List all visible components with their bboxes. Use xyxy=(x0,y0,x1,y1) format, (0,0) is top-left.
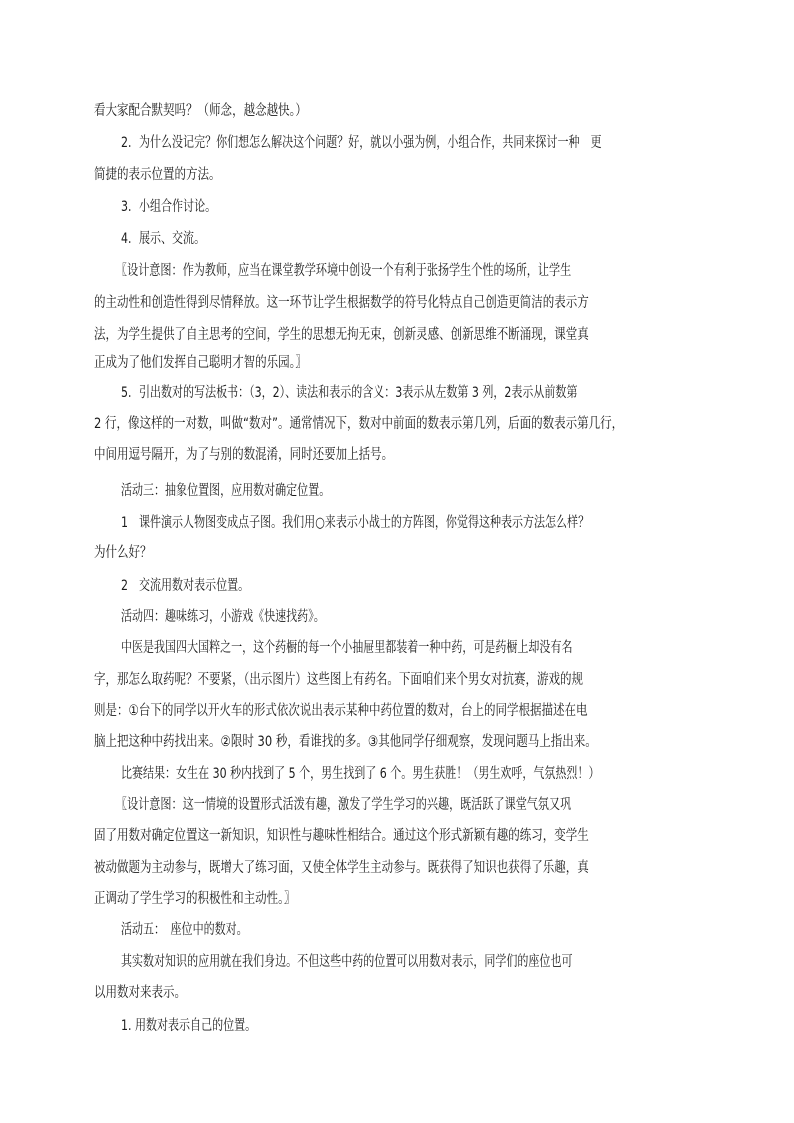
text-line: 中间用逗号隔开，为了与别的数混淆，同时还要加上括号。 xyxy=(94,447,394,463)
text-line: 3．小组合作讨论。 xyxy=(121,199,217,215)
text-line: 〖设计意图：这一情境的设置形式活泼有趣，激发了学生学习的兴趣，既活跃了课堂气氛又巩 xyxy=(116,797,572,813)
text-line: 2．为什么没记完？你们想怎么解决这个问题？好，就以小强为例，小组合作，共同来探讨一种 更 xyxy=(121,135,602,151)
text-line: 正成为了他们发挥自己聪明才智的乐园。〗 xyxy=(94,355,307,371)
text-line: 5．引出数对的写法板书：（3，2）、读法和表示的含义：3表示从左数第 3 列，2表示从前数第 xyxy=(121,385,578,401)
text-line: 为什么好？ xyxy=(94,545,152,561)
text-line: 则是：①台下的同学以开火车的形式依次说出表示某种中药位置的数对，台上的同学根据描述在电 xyxy=(94,703,588,719)
text-line: 其实数对知识的应用就在我们身边。不但这些中药的位置可以用数对表示，同学们的座位也可 xyxy=(121,954,573,970)
text-line: 正调动了学生学习的积极性和主动性。〗 xyxy=(94,891,296,907)
text-line: 1 课件演示人物图变成点子图。我们用○来表示小战士的方阵图，你觉得这种表示方法怎么样？ xyxy=(121,515,590,531)
text-line: 活动四：趣味练习，小游戏《快速找药》。 xyxy=(121,609,325,625)
text-line: 2 交流用数对表示位置。 xyxy=(121,578,250,594)
text-line: 字，那怎么取药呢？不要紧，（出示图片）这些图上有药名。下面咱们来个男女对抗赛，游戏的规 xyxy=(94,672,583,688)
text-line: 2 行，像这样的一对数，叫做“数对”。通常情况下，数对中前面的数表示第几列，后面的数表示第几行， xyxy=(94,416,624,432)
text-line: 简捷的表示位置的方法。 xyxy=(94,167,221,183)
text-line: 脑上把这种中药找出来。②限时 30 秒，看谁找的多。③其他同学仔细观察，发现问题马上指出来。 xyxy=(94,734,597,750)
text-line: 法，为学生提供了自主思考的空间，学生的思想无拘无束，创新灵感、创新思维不断涌现，课堂真 xyxy=(94,327,589,343)
text-line: 1. 用数对表示自己的位置。 xyxy=(121,1018,257,1034)
text-line: 中医是我国四大国粹之一，这个药橱的每一个小抽屉里都装着一种中药，可是药橱上却没有名 xyxy=(121,640,573,656)
text-line: 被动做题为主动参与，既增大了练习面，又使全体学生主动参与。既获得了知识也获得了乐趣，真 xyxy=(94,860,589,876)
text-line: 活动三：抽象位置图，应用数对确定位置。 xyxy=(121,483,331,499)
text-line: 4．展示、交流。 xyxy=(121,231,206,247)
text-line: 活动五： 座位中的数对。 xyxy=(121,922,248,938)
text-line: 看大家配合默契吗？（师念，越念越快。） xyxy=(94,103,307,119)
text-line: 比赛结果：女生在 30 秒内找到了 5 个，男生找到了 6 个。男生获胜！（男生欢呼，气氛热烈！） xyxy=(121,766,600,782)
text-line: 固了用数对确定位置这一新知识，知识性与趣味性相结合。通过这个形式新颖有趣的练习，变学生 xyxy=(94,828,589,844)
text-line: 的主动性和创造性得到尽情释放。这一环节让学生根据数学的符号化特点自己创造更简洁的表示方 xyxy=(94,295,589,311)
text-line: 以用数对来表示。 xyxy=(94,985,187,1001)
text-line: 〖设计意图：作为教师，应当在课堂教学环境中创设一个有利于张扬学生个性的场所，让学生 xyxy=(116,263,572,279)
